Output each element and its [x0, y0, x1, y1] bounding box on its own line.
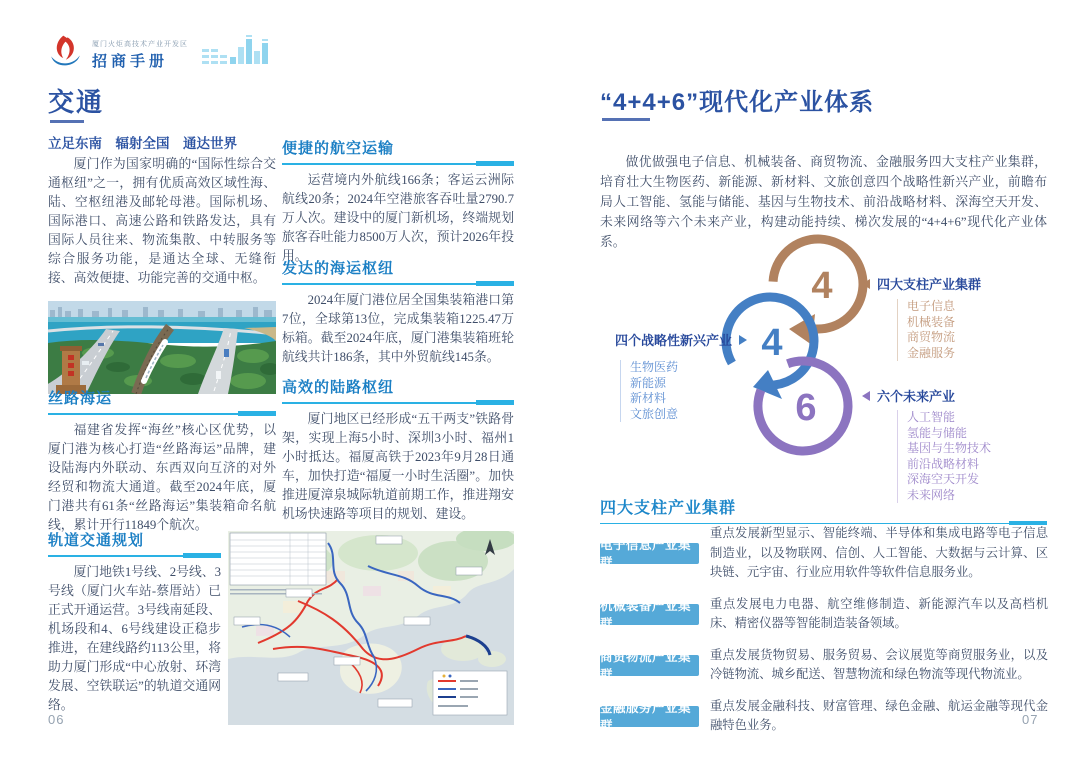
section-land-hub — [282, 376, 514, 524]
section-body: 厦门地区已经形成“五干两支”铁路骨架，实现上海5小时、深圳3小时、福州1小时抵达。福厦高铁于2023年9月28日通车，加快打造“福厦一小时生活圈”。加快推进厦漳泉城际轨道前期工作，推进翔安机场快速路等项目的规划、建设。 — [282, 412, 514, 521]
list-item: 机械装备 — [907, 314, 956, 329]
cluster-badge: 金融服务产业集群 — [600, 706, 699, 727]
clusters-section-heading: 四大支柱产业集群 — [600, 495, 1047, 525]
left-page-subtitle: 立足东南 辐射全国 通达世界 — [48, 136, 237, 151]
list-item: 深海空天开发 — [907, 472, 980, 486]
list-item: 电子信息 — [907, 299, 956, 313]
industry-system-intro-paragraph: 做优做强电子信息、机械装备、商贸物流、金融服务四大支柱产业集群，培育壮大生物医药、新能源、新材料、文旅创意四个战略性新兴产业，前瞻布局人工智能、氢能与储能、基因与生物技术、前沿战略材料、深海空天开发、未来网络等六个未来产业，构建动能持续、梯次发展的“4+4+6”现代化产业体系。 — [600, 155, 1047, 249]
section-underline — [282, 281, 514, 286]
section-body: 福建省发挥“海丝”核心区优势，以厦门港为核心打造“丝路海运”品牌，建设陆海内外联动、东西双向互济的对外经贸和物流大通道。截至2024年底，厦门港共有61条“丝路海运”集装箱命名航线，累计开行11849个航次。 — [48, 423, 276, 532]
section-heading: 丝路海运 — [48, 390, 113, 407]
section-sea-hub — [282, 257, 514, 367]
list-item: 商贸物流 — [907, 330, 956, 344]
brand-header — [46, 33, 268, 76]
section-underline — [282, 161, 514, 166]
equalizer-decoration-icon — [202, 35, 268, 74]
future-number: 6 — [795, 387, 817, 429]
cluster-row — [600, 524, 1048, 583]
left-title-underline — [50, 120, 84, 123]
list-item: 生物医药 — [630, 360, 679, 374]
triangle-left-icon — [862, 279, 870, 289]
list-item: 未来网络 — [907, 487, 956, 502]
list-item: 前沿战略材料 — [907, 456, 980, 471]
section-heading: 便捷的航空运输 — [282, 140, 395, 157]
right-title-underline — [602, 118, 650, 121]
section-underline — [282, 400, 514, 405]
section-air-transport — [282, 137, 514, 266]
cluster-description: 重点发展金融科技、财富管理、绿色金融、航运金融等现代金融特色业务。 — [710, 698, 1048, 732]
section-underline — [48, 553, 221, 558]
clusters-table — [600, 524, 1048, 748]
pillar-clusters-label: 四大支柱产业集群 — [862, 274, 981, 293]
right-page-title: “4+4+6”现代化产业体系 — [600, 89, 875, 116]
cluster-row — [600, 697, 1048, 736]
emerging-number: 4 — [761, 322, 783, 364]
list-item: 新能源 — [630, 375, 667, 390]
pillar-clusters-list — [897, 299, 955, 361]
section-heading: 高效的陆路枢纽 — [282, 379, 395, 396]
list-item: 氢能与储能 — [907, 425, 968, 440]
torch-logo-icon — [46, 33, 84, 76]
triangle-right-icon — [739, 335, 747, 345]
left-page-number: 06 — [48, 712, 65, 727]
section-heading: 发达的海运枢纽 — [282, 260, 395, 277]
section-underline — [48, 411, 276, 416]
list-item: 新材料 — [630, 391, 667, 405]
section-body: 厦门地铁1号线、2号线、3号线（厦门火车站-蔡厝站）已正式开通运营。3号线南延段、机场段和4、6号线建设正稳步推进，在建线路约113公里，将助力厦门形成“中心放射、环湾发展、空铁联运”的轨道交通网络。 — [48, 565, 221, 712]
emerging-industries-list — [620, 360, 678, 422]
list-item: 人工智能 — [907, 410, 956, 424]
list-item: 金融服务 — [907, 345, 956, 360]
section-silk-road-shipping — [48, 387, 276, 535]
future-industries-list — [897, 410, 991, 503]
cluster-row — [600, 646, 1048, 685]
cluster-badge: 电子信息产业集群 — [600, 543, 699, 564]
cluster-badge: 机械装备产业集群 — [600, 604, 699, 625]
section-body: 运营境内外航线166条；客运云洲际航线20条；2024年空港旅客吞吐量2790.7万人次。建设中的厦门新机场，终端规划旅客吞吐能力8500万人次，预计2026年投用。 — [282, 173, 514, 263]
cluster-description: 重点发展电力电器、航空维修制造、新能源汽车以及高档机床、精密仪器等智能制造装备领域。 — [710, 596, 1048, 630]
pillar-number: 4 — [811, 265, 833, 307]
cluster-row — [600, 595, 1048, 634]
transport-intro-paragraph: 厦门作为国家明确的“国际性综合交通枢纽”之一，拥有优质高效区域性海、陆、空枢纽港及邮轮母港。国际机场、国际港口、高速公路和铁路发达，具有国际人员往来、物流集散、中转服务等综合服务功能，是通达全球、无缝衔接、高效便捷、功能完善的交通中枢。 — [48, 157, 276, 285]
brand-handbook-title: 招商手册 — [92, 53, 169, 70]
list-item: 基因与生物技术 — [907, 441, 992, 455]
right-page-number: 07 — [1022, 712, 1039, 727]
brand-org-line: 厦门火炬高技术产业开发区 — [92, 40, 188, 48]
left-page-title: 交通 — [48, 87, 105, 117]
cluster-description: 重点发展货物贸易、服务贸易、会议展览等商贸服务业，以及冷链物流、城乡配送、智慧物流和绿色物流等现代物流业。 — [710, 647, 1048, 681]
cluster-badge: 商贸物流产业集群 — [600, 655, 699, 676]
triangle-left-icon — [862, 391, 870, 401]
section-heading: 轨道交通规划 — [48, 532, 145, 549]
section-body: 2024年厦门港位居全国集装箱港口第7位，全球第13位，完成集装箱1225.47万标箱。截至2024年底，厦门港集装箱班轮航线共计186条，其中外贸航线145条。 — [282, 293, 514, 364]
list-item: 文旅创意 — [630, 406, 679, 421]
bridge-train-photo — [48, 301, 276, 394]
future-industries-label: 六个未来产业 — [862, 386, 955, 405]
cluster-description: 重点发展新型显示、智能终端、半导体和集成电路等电子信息制造业，以及物联网、信创、人工智能、大数据与云计算、区块链、元宇宙、行业应用软件等软件信息服务业。 — [710, 526, 1048, 579]
section-rail-transit-plan — [48, 529, 221, 715]
emerging-industries-label: 四个战略性新兴产业 — [615, 330, 747, 349]
rail-transit-planning-map — [228, 531, 514, 725]
